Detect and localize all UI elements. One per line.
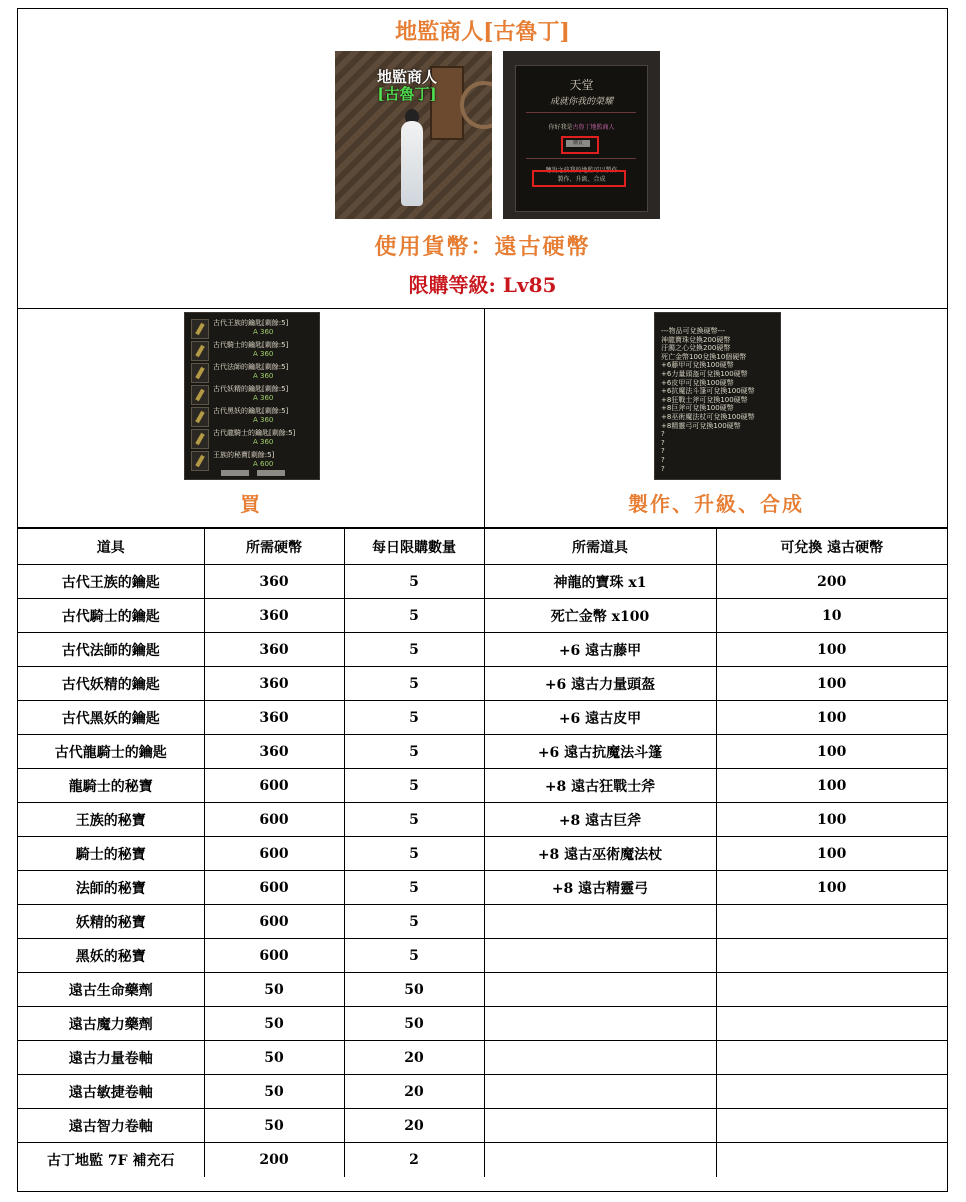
daily-limit-cell: 20 (344, 1075, 484, 1109)
buy-list-item[interactable] (191, 361, 311, 383)
cost-cell: 600 (204, 939, 344, 973)
npc-name-label (377, 69, 437, 103)
buy-list-item[interactable] (191, 449, 311, 471)
daily-limit-cell: 2 (344, 1143, 484, 1177)
daily-limit-cell: 5 (344, 633, 484, 667)
exchange-cell: 100 (716, 803, 947, 837)
buy-item-price-value: 360 (260, 438, 274, 446)
item-cell: 黑妖的秘寶 (18, 939, 204, 973)
dialog-greeting-prefix: 你好我是 (548, 124, 573, 131)
table-row (18, 1075, 947, 1109)
dialog-info: 聽說之前我的地監可以製作 (545, 167, 618, 174)
item-cell: 王族的秘寶 (18, 803, 204, 837)
buy-item-name: 古代騎士的鑰匙[剩餘:5] (213, 341, 289, 349)
craft-line: +6抗魔法斗篷可兌換100硬幣 (661, 387, 755, 396)
dialog-screenshot (503, 51, 660, 219)
item-cell: 遠古魔力藥劑 (18, 1007, 204, 1041)
buy-list-item[interactable] (191, 383, 311, 405)
craft-line: +8巫術魔法杖可兌換100硬幣 (661, 412, 755, 421)
daily-limit-cell: 5 (344, 871, 484, 905)
dialog-divider (526, 112, 636, 113)
table-row (18, 565, 947, 599)
craft-line: ? (661, 438, 665, 447)
table-row (18, 599, 947, 633)
buy-item-price: A 360 (253, 350, 274, 358)
item-cell: 妖精的秘寶 (18, 905, 204, 939)
key-icon (191, 385, 209, 405)
key-icon (191, 319, 209, 339)
buy-item-name: 古代妖精的鑰匙[剩餘:5] (213, 385, 289, 393)
buy-item-price: A 600 (253, 460, 274, 468)
daily-limit-cell: 20 (344, 1041, 484, 1075)
buy-item-price: A 360 (253, 328, 274, 336)
cost-cell: 360 (204, 701, 344, 735)
required-item-cell: +8 遠古精靈弓 (484, 871, 716, 905)
item-cell: 龍騎士的秘寶 (18, 769, 204, 803)
col-header-required-item: 所需道具 (484, 529, 716, 565)
exchange-cell: 100 (716, 633, 947, 667)
buy-item-price: A 360 (253, 394, 274, 402)
npc-name-line2: [古魯丁] (377, 85, 437, 103)
npc-figure (401, 121, 423, 206)
craft-line: +6藤甲可兌換100硬幣 (661, 361, 734, 370)
dialog-greeting-name: 古魯丁地監商人 (572, 124, 615, 131)
buy-item-price-value: 360 (260, 350, 274, 358)
col-header-cost: 所需硬幣 (204, 529, 344, 565)
table-row (18, 871, 947, 905)
cost-cell: 600 (204, 905, 344, 939)
craft-list-screenshot (654, 312, 781, 480)
craft-line: ? (661, 455, 665, 464)
exchange-cell (716, 973, 947, 1007)
cost-cell: 360 (204, 565, 344, 599)
dialog-craft-option[interactable]: 製作、升級、合成 (557, 176, 606, 183)
item-cell: 遠古敏捷卷軸 (18, 1075, 204, 1109)
buy-section-label: 買 (240, 492, 262, 516)
craft-line: +6力量頭盔可兌換100硬幣 (661, 369, 748, 378)
cost-cell: 360 (204, 633, 344, 667)
key-icon (191, 341, 209, 361)
required-item-cell: +8 遠古狂戰士斧 (484, 769, 716, 803)
table-row (18, 837, 947, 871)
exchange-cell: 100 (716, 837, 947, 871)
daily-limit-cell: 5 (344, 905, 484, 939)
buy-list-item[interactable] (191, 405, 311, 427)
item-cell: 古代龍騎士的鑰匙 (18, 735, 204, 769)
table-row (18, 1109, 947, 1143)
buy-item-name: 古代王族的鑰匙[剩餘:5] (213, 319, 289, 327)
exchange-cell: 100 (716, 667, 947, 701)
exchange-cell: 200 (716, 565, 947, 599)
item-cell: 古代騎士的鑰匙 (18, 599, 204, 633)
buy-list-item[interactable] (191, 317, 311, 339)
buy-list-item[interactable] (191, 339, 311, 361)
dialog-subtitle: 成就你我的榮耀 (549, 97, 613, 107)
buy-cancel-button[interactable] (257, 470, 285, 476)
shop-table (18, 528, 947, 1177)
dialog-buy-button-label: 購買 (572, 140, 583, 146)
daily-limit-cell: 5 (344, 837, 484, 871)
craft-line: ---物品可兌換硬幣--- (661, 327, 726, 335)
daily-limit-cell: 50 (344, 973, 484, 1007)
required-item-cell: 死亡金幣 x100 (484, 599, 716, 633)
required-item-cell: 神龍的寶珠 x1 (484, 565, 716, 599)
table-row (18, 701, 947, 735)
cost-cell: 360 (204, 667, 344, 701)
cost-cell: 200 (204, 1143, 344, 1177)
exchange-cell (716, 1007, 947, 1041)
item-cell: 法師的秘寶 (18, 871, 204, 905)
dialog-greeting (516, 122, 647, 131)
daily-limit-cell: 5 (344, 939, 484, 973)
required-item-cell (484, 973, 716, 1007)
cost-cell: 50 (204, 1075, 344, 1109)
daily-limit-cell: 5 (344, 599, 484, 633)
table-row (18, 667, 947, 701)
buy-item-price-value: 360 (260, 372, 274, 380)
table-row (18, 633, 947, 667)
buy-item-price-value: 600 (260, 460, 274, 468)
cost-cell: 600 (204, 837, 344, 871)
required-item-cell: +8 遠古巨斧 (484, 803, 716, 837)
cost-cell: 50 (204, 973, 344, 1007)
cost-cell: 360 (204, 735, 344, 769)
daily-limit-cell: 5 (344, 667, 484, 701)
item-cell: 古代王族的鑰匙 (18, 565, 204, 599)
table-row (18, 973, 947, 1007)
table-header-row (18, 529, 947, 565)
treasure-icon (191, 451, 209, 471)
buy-item-name: 古代黑妖的鑰匙[剩餘:5] (213, 407, 289, 415)
daily-limit-cell: 50 (344, 1007, 484, 1041)
buy-item-price: A 360 (253, 416, 274, 424)
buy-confirm-button[interactable] (221, 470, 249, 476)
key-icon (191, 429, 209, 449)
npc-name-line1: 地監商人 (377, 68, 438, 86)
currency-label: 使用貨幣：遠古硬幣 (374, 234, 591, 260)
buy-item-price-value: 360 (260, 328, 274, 336)
item-cell: 遠古智力卷軸 (18, 1109, 204, 1143)
cost-cell: 600 (204, 803, 344, 837)
cost-cell: 50 (204, 1109, 344, 1143)
exchange-cell (716, 1075, 947, 1109)
page-title: 地監商人[古魯丁] (395, 19, 570, 45)
required-item-cell: +6 遠古皮甲 (484, 701, 716, 735)
craft-line: +8精靈弓可兌換100硬幣 (661, 421, 741, 430)
shop-panels (18, 308, 947, 528)
item-cell: 古丁地監 7F 補充石 (18, 1143, 204, 1177)
col-header-daily-limit: 每日限購數量 (344, 529, 484, 565)
cost-cell: 50 (204, 1007, 344, 1041)
craft-line: +8巨斧可兌換100硬幣 (661, 404, 734, 413)
col-header-item: 道具 (18, 529, 204, 565)
daily-limit-cell: 5 (344, 701, 484, 735)
exchange-cell (716, 1109, 947, 1143)
npc-screenshot (335, 51, 492, 219)
craft-line: ? (661, 447, 665, 456)
item-cell: 古代妖精的鑰匙 (18, 667, 204, 701)
table-row (18, 803, 947, 837)
exchange-cell: 100 (716, 735, 947, 769)
key-icon (191, 363, 209, 383)
required-item-cell: +6 遠古力量頭盔 (484, 667, 716, 701)
item-cell: 遠古生命藥劑 (18, 973, 204, 1007)
buy-item-price: A 360 (253, 372, 274, 380)
buy-list-screenshot (184, 312, 320, 480)
cost-cell: 360 (204, 599, 344, 633)
cost-cell: 600 (204, 769, 344, 803)
craft-line: 汙濁之心兌換200硬幣 (661, 344, 731, 353)
daily-limit-cell: 20 (344, 1109, 484, 1143)
craft-line: ? (661, 430, 665, 439)
item-cell: 遠古力量卷軸 (18, 1041, 204, 1075)
buy-item-price: A 360 (253, 438, 274, 446)
cost-cell: 50 (204, 1041, 344, 1075)
required-item-cell: +8 遠古巫術魔法杖 (484, 837, 716, 871)
exchange-cell: 100 (716, 871, 947, 905)
dialog-buy-button[interactable] (566, 140, 590, 147)
exchange-cell: 100 (716, 769, 947, 803)
craft-line: 神龍寶珠兌換200硬幣 (661, 335, 731, 344)
craft-line: ? (661, 464, 665, 473)
craft-line: 死亡金幣100兌換10個硬幣 (661, 352, 747, 361)
craft-list (661, 327, 776, 473)
exchange-cell: 100 (716, 701, 947, 735)
exchange-cell (716, 905, 947, 939)
buy-item-name: 王族的秘寶[剩餘:5] (213, 451, 275, 459)
required-item-cell: +6 遠古藤甲 (484, 633, 716, 667)
key-icon (191, 407, 209, 427)
col-header-exchange: 可兌換 遠古硬幣 (716, 529, 947, 565)
buy-item-name: 古代法師的鑰匙[剩餘:5] (213, 363, 289, 371)
exchange-cell (716, 1041, 947, 1075)
dialog-divider-2 (526, 158, 636, 159)
table-row (18, 1007, 947, 1041)
item-cell: 騎士的秘寶 (18, 837, 204, 871)
table-row (18, 1041, 947, 1075)
item-cell: 古代法師的鑰匙 (18, 633, 204, 667)
daily-limit-cell: 5 (344, 565, 484, 599)
required-item-cell: +6 遠古抗魔法斗篷 (484, 735, 716, 769)
buy-item-price-value: 360 (260, 394, 274, 402)
dialog-title: 天堂 (569, 78, 594, 92)
dialog-window (515, 65, 648, 212)
table-row (18, 735, 947, 769)
merchant-header (18, 9, 947, 309)
buy-item-price-value: 360 (260, 416, 274, 424)
table-row (18, 769, 947, 803)
craft-section-label: 製作、升級、合成 (628, 492, 804, 516)
required-item-cell (484, 1109, 716, 1143)
item-cell: 古代黑妖的鑰匙 (18, 701, 204, 735)
exchange-cell (716, 939, 947, 973)
buy-list-item[interactable] (191, 427, 311, 449)
buy-item-name: 古代龍騎士的鑰匙[剩餘:5] (213, 429, 296, 437)
daily-limit-cell: 5 (344, 769, 484, 803)
daily-limit-cell: 5 (344, 735, 484, 769)
craft-line: +6皮甲可兌換100硬幣 (661, 378, 734, 387)
table-row (18, 939, 947, 973)
page-frame (17, 8, 948, 1192)
required-item-cell (484, 1007, 716, 1041)
exchange-cell: 10 (716, 599, 947, 633)
required-item-cell (484, 939, 716, 973)
level-limit: 限購等級: Lv85 (408, 273, 557, 297)
required-item-cell (484, 1041, 716, 1075)
table-body (18, 565, 947, 1177)
exchange-cell (716, 1143, 947, 1177)
table-row (18, 1143, 947, 1177)
table-row (18, 905, 947, 939)
cost-cell: 600 (204, 871, 344, 905)
required-item-cell (484, 1075, 716, 1109)
required-item-cell (484, 1143, 716, 1177)
craft-line: +8狂戰士斧可兌換100硬幣 (661, 395, 748, 404)
daily-limit-cell: 5 (344, 803, 484, 837)
required-item-cell (484, 905, 716, 939)
